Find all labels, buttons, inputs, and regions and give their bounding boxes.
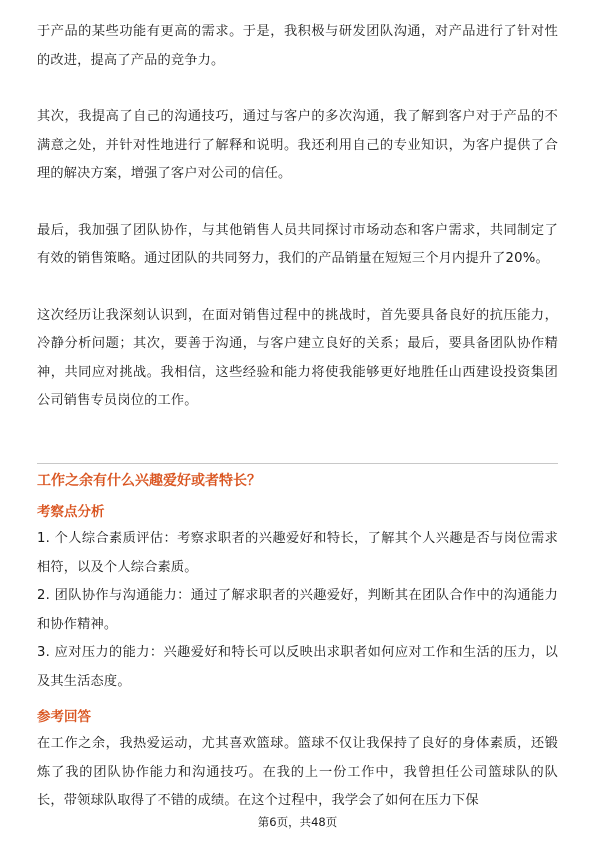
paragraph-4: 这次经历让我深刻认识到，在面对销售过程中的挑战时，首先要具备良好的抗压能力，冷静分析问题；其次，要善于沟通，与客户建立良好的关系；最后，要具备团队协作精神，共同应对挑战。我相信，这些经验和能力将使我能够更好地胜任山西建设投资集团公司销售专员岗位的工作。	[37, 307, 558, 408]
paragraph-2: 其次，我提高了自己的沟通技巧，通过与客户的多次沟通，我了解到客户对于产品的不满意之处，并针对性地进行了解释和说明。我还利用自己的专业知识，为客户提供了合理的解决方案，增强了客户对公司的信任。	[37, 109, 558, 181]
answer-paragraph: 在工作之余，我热爱运动，尤其喜欢篮球。篮球不仅让我保持了良好的身体素质，还锻炼了我的团队协作能力和沟通技巧。在我的上一份工作中，我曾担任公司篮球队的队长，带领球队取得了不错的成绩。在这个过程中，我学会了如何在压力下保	[37, 736, 558, 808]
section-divider	[37, 463, 558, 464]
analysis-list	[37, 525, 558, 696]
paragraph-1: 于产品的某些功能有更高的需求。于是，我积极与研发团队沟通，对产品进行了针对性的改进，提高了产品的竞争力。	[37, 24, 558, 68]
answer-text-block	[37, 730, 558, 816]
page-number: 第6页，共48页	[257, 815, 338, 829]
answer-heading: 参考回答	[37, 709, 91, 725]
analysis-item-2: 2. 团队协作与沟通能力：通过了解求职者的兴趣爱好，判断其在团队合作中的沟通能力和协作精神。	[37, 588, 558, 632]
body-text-block	[37, 18, 558, 416]
analysis-heading: 考察点分析	[37, 504, 105, 520]
analysis-item-1: 1. 个人综合素质评估：考察求职者的兴趣爱好和特长，了解其个人兴趣是否与岗位需求相符，以及个人综合素质。	[37, 531, 558, 575]
paragraph-3: 最后，我加强了团队协作，与其他销售人员共同探讨市场动态和客户需求，共同制定了有效的销售策略。通过团队的共同努力，我们的产品销量在短短三个月内提升了20%。	[37, 222, 558, 266]
analysis-item-3: 3. 应对压力的能力：兴趣爱好和特长可以反映出求职者如何应对工作和生活的压力，以及其生活态度。	[37, 645, 558, 689]
question-heading: 工作之余有什么兴趣爱好或者特长？	[37, 473, 261, 489]
